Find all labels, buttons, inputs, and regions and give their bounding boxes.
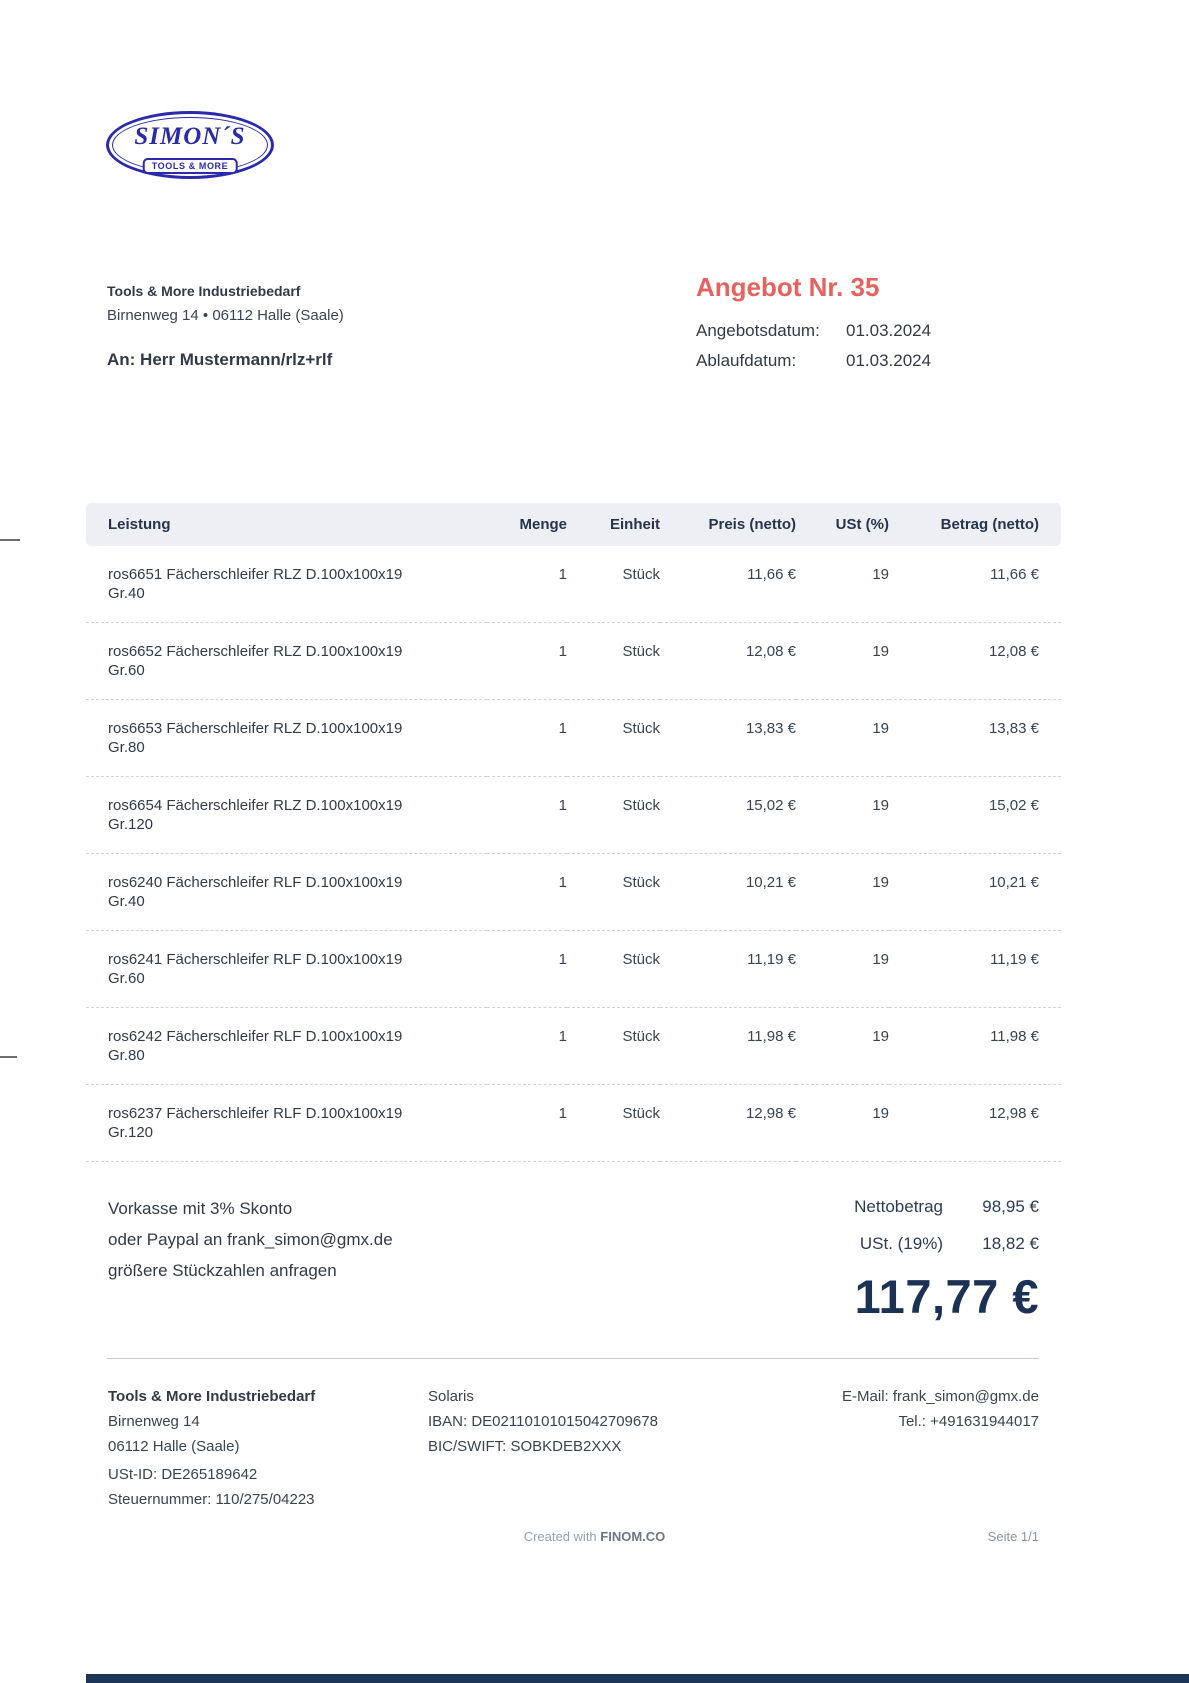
- item-amount: 11,19 €: [889, 931, 1061, 1008]
- grand-total-value: 117,77 €: [854, 1270, 1039, 1323]
- item-price: 11,66 €: [660, 546, 796, 623]
- item-vat: 19: [796, 931, 889, 1008]
- totals-block: [854, 1197, 1039, 1323]
- company-logo: [106, 111, 274, 179]
- item-name: ros6242 Fächerschleifer RLF D.100x100x19: [108, 1028, 403, 1045]
- header-einheit: Einheit: [567, 503, 660, 546]
- item-price: 10,21 €: [660, 854, 796, 931]
- items-table: [86, 503, 1061, 1162]
- sender-block: [107, 283, 344, 370]
- item-amount: 12,08 €: [889, 623, 1061, 700]
- offer-date-value: 01.03.2024: [846, 321, 932, 340]
- terms-line-paypal: oder Paypal an frank_simon@gmx.de: [108, 1230, 393, 1249]
- item-description: [86, 854, 487, 931]
- item-amount: 11,98 €: [889, 1008, 1061, 1085]
- item-qty: 1: [487, 1085, 567, 1162]
- footer-email: E-Mail: frank_simon@gmx.de: [842, 1388, 1039, 1405]
- footer: [108, 1389, 1039, 1517]
- item-qty: 1: [487, 546, 567, 623]
- item-vat: 19: [796, 546, 889, 623]
- item-vat: 19: [796, 854, 889, 931]
- item-amount: 11,66 €: [889, 546, 1061, 623]
- item-description: [86, 1085, 487, 1162]
- footer-iban: IBAN: DE02110101015042709678: [428, 1413, 658, 1430]
- item-grit: Gr.60: [108, 970, 145, 987]
- item-unit: Stück: [567, 854, 660, 931]
- item-qty: 1: [487, 623, 567, 700]
- item-unit: Stück: [567, 546, 660, 623]
- item-qty: 1: [487, 1008, 567, 1085]
- table-row: [86, 700, 1061, 777]
- footer-company-column: [108, 1389, 428, 1517]
- item-name: ros6653 Fächerschleifer RLZ D.100x100x19: [108, 720, 403, 737]
- item-description: [86, 700, 487, 777]
- item-qty: 1: [487, 854, 567, 931]
- page-number: Seite 1/1: [987, 1529, 1039, 1544]
- item-vat: 19: [796, 623, 889, 700]
- offer-date-label: Angebotsdatum:: [696, 321, 820, 340]
- net-total-label: Nettobetrag: [854, 1197, 943, 1216]
- item-name: ros6652 Fächerschleifer RLZ D.100x100x19: [108, 643, 403, 660]
- net-total-value: 98,95 €: [982, 1197, 1039, 1216]
- item-price: 11,98 €: [660, 1008, 796, 1085]
- footer-company-street: Birnenweg 14: [108, 1413, 200, 1430]
- table-row: [86, 1008, 1061, 1085]
- terms-line-quantities: größere Stückzahlen anfragen: [108, 1261, 337, 1280]
- footer-tax-number: Steuernummer: 110/275/04223: [108, 1491, 315, 1508]
- item-price: 12,98 €: [660, 1085, 796, 1162]
- item-unit: Stück: [567, 777, 660, 854]
- item-amount: 10,21 €: [889, 854, 1061, 931]
- table-row: [86, 854, 1061, 931]
- footer-vat-id: USt-ID: DE265189642: [108, 1466, 258, 1483]
- header-menge: Menge: [487, 503, 567, 546]
- vat-total-row: [854, 1234, 1039, 1254]
- table-row: [86, 546, 1061, 623]
- footer-bic: BIC/SWIFT: SOBKDEB2XXX: [428, 1438, 622, 1455]
- offer-title: Angebot Nr. 35: [696, 272, 880, 302]
- table-row: [86, 1085, 1061, 1162]
- item-unit: Stück: [567, 623, 660, 700]
- item-vat: 19: [796, 1085, 889, 1162]
- recipient-line: An: Herr Mustermann/rlz+rlf: [107, 350, 333, 369]
- item-description: [86, 1008, 487, 1085]
- footer-divider: [107, 1358, 1039, 1359]
- item-unit: Stück: [567, 931, 660, 1008]
- item-description: [86, 623, 487, 700]
- item-grit: Gr.40: [108, 585, 145, 602]
- item-grit: Gr.120: [108, 816, 154, 833]
- item-name: ros6654 Fächerschleifer RLZ D.100x100x19: [108, 797, 403, 814]
- footer-company-name: Tools & More Industriebedarf: [108, 1388, 316, 1405]
- footer-contact-column: [842, 1389, 1039, 1517]
- fold-mark: [0, 1056, 17, 1058]
- created-with-prefix: Created with: [523, 1529, 597, 1544]
- item-grit: Gr.60: [108, 662, 145, 679]
- item-name: ros6240 Fächerschleifer RLF D.100x100x19: [108, 874, 403, 891]
- header-leistung: Leistung: [86, 503, 487, 546]
- table-header-row: [86, 503, 1061, 546]
- footer-phone: Tel.: +491631944017: [898, 1413, 1039, 1430]
- header-betrag-netto: Betrag (netto): [889, 503, 1061, 546]
- offer-expiry-row: [696, 351, 1041, 371]
- table-row: [86, 777, 1061, 854]
- item-unit: Stück: [567, 1008, 660, 1085]
- item-qty: 1: [487, 700, 567, 777]
- sender-address: Birnenweg 14 • 06112 Halle (Saale): [107, 307, 344, 324]
- logo-tagline: TOOLS & MORE: [143, 158, 238, 174]
- finom-brand: FINOM.CO: [600, 1529, 666, 1544]
- item-amount: 15,02 €: [889, 777, 1061, 854]
- offer-expiry-value: 01.03.2024: [846, 351, 932, 370]
- payment-terms: [108, 1199, 393, 1292]
- item-amount: 12,98 €: [889, 1085, 1061, 1162]
- item-qty: 1: [487, 931, 567, 1008]
- item-name: ros6237 Fächerschleifer RLF D.100x100x19: [108, 1105, 403, 1122]
- vat-total-label: USt. (19%): [859, 1234, 943, 1253]
- item-price: 11,19 €: [660, 931, 796, 1008]
- item-unit: Stück: [567, 700, 660, 777]
- footer-bank-name: Solaris: [428, 1388, 474, 1405]
- item-vat: 19: [796, 1008, 889, 1085]
- bottom-accent-bar: [86, 1674, 1189, 1683]
- item-unit: Stück: [567, 1085, 660, 1162]
- table-row: [86, 931, 1061, 1008]
- item-description: [86, 777, 487, 854]
- footer-bank-column: [428, 1389, 842, 1517]
- offer-dates: [696, 321, 1041, 371]
- item-grit: Gr.80: [108, 739, 145, 756]
- item-amount: 13,83 €: [889, 700, 1061, 777]
- offer-date-row: [696, 321, 1041, 341]
- item-vat: 19: [796, 700, 889, 777]
- item-price: 15,02 €: [660, 777, 796, 854]
- item-qty: 1: [487, 777, 567, 854]
- item-price: 12,08 €: [660, 623, 796, 700]
- header-preis-netto: Preis (netto): [660, 503, 796, 546]
- item-vat: 19: [796, 777, 889, 854]
- item-description: [86, 546, 487, 623]
- header-ust: USt (%): [796, 503, 889, 546]
- fold-mark: [0, 539, 20, 541]
- offer-header: [696, 272, 1041, 381]
- item-name: ros6651 Fächerschleifer RLZ D.100x100x19: [108, 566, 403, 583]
- item-description: [86, 931, 487, 1008]
- item-grit: Gr.40: [108, 893, 145, 910]
- terms-line-skonto: Vorkasse mit 3% Skonto: [108, 1199, 293, 1218]
- item-price: 13,83 €: [660, 700, 796, 777]
- item-grit: Gr.80: [108, 1047, 145, 1064]
- item-grit: Gr.120: [108, 1124, 154, 1141]
- table-row: [86, 623, 1061, 700]
- offer-expiry-label: Ablaufdatum:: [696, 351, 797, 370]
- logo-name: SIMON´S: [134, 123, 246, 150]
- vat-total-value: 18,82 €: [982, 1234, 1039, 1253]
- net-total-row: [854, 1197, 1039, 1217]
- item-name: ros6241 Fächerschleifer RLF D.100x100x19: [108, 951, 403, 968]
- footer-company-city: 06112 Halle (Saale): [108, 1438, 240, 1455]
- sender-company: Tools & More Industriebedarf: [107, 283, 301, 299]
